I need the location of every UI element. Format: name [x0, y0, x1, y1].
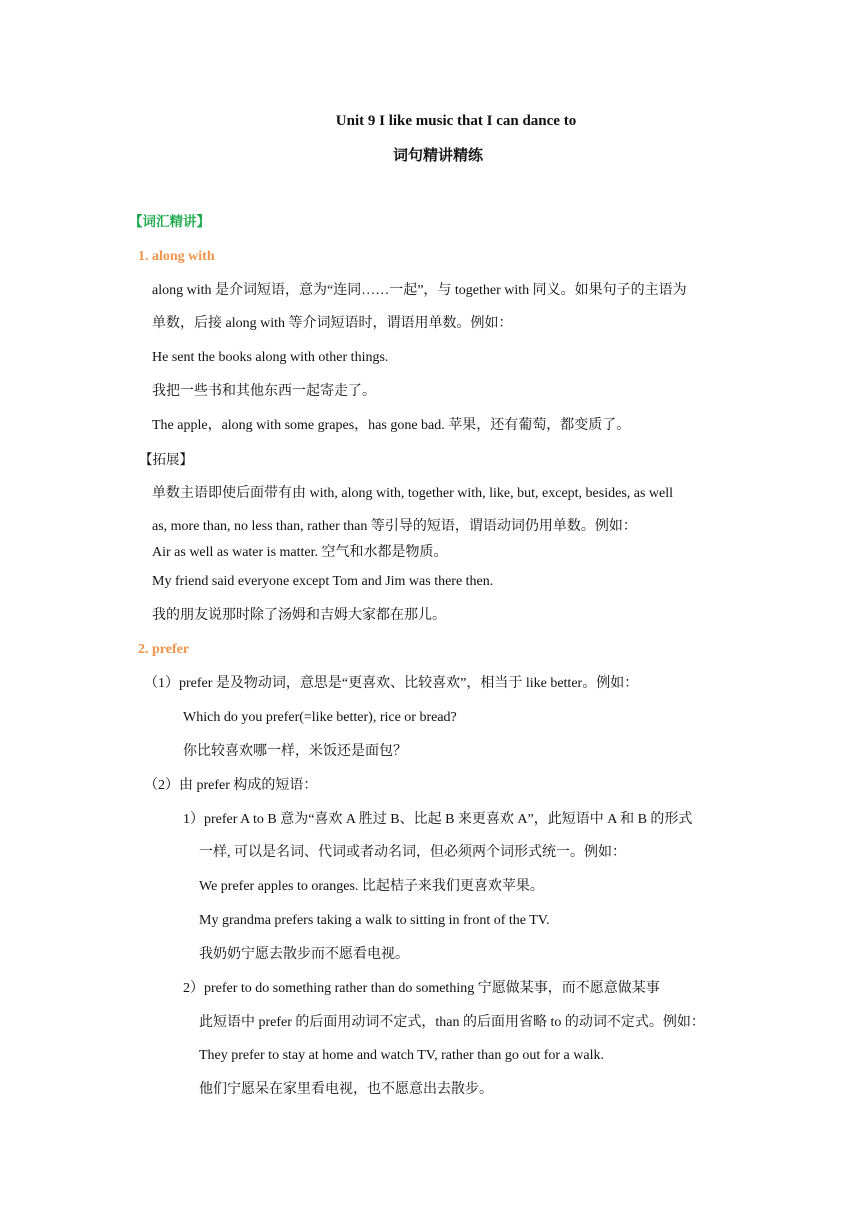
- page-title: Unit 9 I like music that I can dance to: [335, 113, 577, 129]
- page-subtitle: 词句精讲精练: [392, 148, 483, 164]
- paragraph-line: 2）prefer to do something rather than do something 宁愿做某事，而不愿意做某事: [183, 981, 660, 996]
- paragraph-line: 一样, 可以是名词、代词或者动名词，但必须两个词形式统一。例如：: [199, 845, 626, 860]
- example-sentence: We prefer apples to oranges. 比起桔子来我们更喜欢苹果。: [199, 879, 544, 894]
- example-sentence: Air as well as water is matter. 空气和水都是物质。: [152, 545, 448, 560]
- paragraph-line: 此短语中 prefer 的后面用动词不定式，than 的后面用省略 to 的动词不定式。例如：: [199, 1015, 705, 1030]
- example-sentence: The apple，along with some grapes，has gone bad. 苹果，还有葡萄，都变质了。: [152, 418, 631, 433]
- example-sentence: They prefer to stay at home and watch TV, rather than go out for a walk.: [199, 1048, 604, 1063]
- example-sentence: My friend said everyone except Tom and Jim was there then.: [152, 574, 494, 589]
- paragraph-line: as, more than, no less than, rather than 等引导的短语，谓语动词仍用单数。例如：: [152, 519, 637, 534]
- expand-tag: 【拓展】: [139, 452, 193, 468]
- example-sentence: My grandma prefers taking a walk to sitting in front of the TV.: [199, 913, 550, 928]
- example-sentence: Which do you prefer(=like better), rice or bread?: [183, 710, 457, 725]
- section-heading-vocab: 【词汇精讲】: [129, 214, 210, 230]
- example-translation: 我把一些书和其他东西一起寄走了。: [152, 384, 376, 399]
- example-translation: 我奶奶宁愿去散步而不愿看电视。: [199, 947, 409, 962]
- paragraph-line: 单数主语即使后面带有由 with, along with, together with, like, but, except, besides, as well: [152, 486, 674, 501]
- paragraph-line: along with 是介词短语，意为“连同……一起”，与 together with 同义。如果句子的主语为: [152, 283, 687, 298]
- example-sentence: He sent the books along with other things.: [152, 350, 389, 365]
- example-translation: 他们宁愿呆在家里看电视，也不愿意出去散步。: [199, 1082, 493, 1097]
- item-heading-prefer: 2. prefer: [138, 642, 190, 657]
- paragraph-line: 单数，后接 along with 等介词短语时，谓语用单数。例如：: [152, 316, 513, 331]
- paragraph-line: （1）prefer 是及物动词，意思是“更喜欢、比较喜欢”，相当于 like better。例如：: [144, 676, 639, 691]
- item-heading-along-with: 1. along with: [138, 249, 215, 264]
- paragraph-line: （2）由 prefer 构成的短语：: [144, 778, 318, 793]
- paragraph-line: 1）prefer A to B 意为“喜欢 A 胜过 B、比起 B 来更喜欢 A”，此短语中 A 和 B 的形式: [183, 812, 693, 827]
- example-translation: 你比较喜欢哪一样，米饭还是面包？: [183, 744, 407, 759]
- example-translation: 我的朋友说那时除了汤姆和吉姆大家都在那儿。: [152, 608, 446, 623]
